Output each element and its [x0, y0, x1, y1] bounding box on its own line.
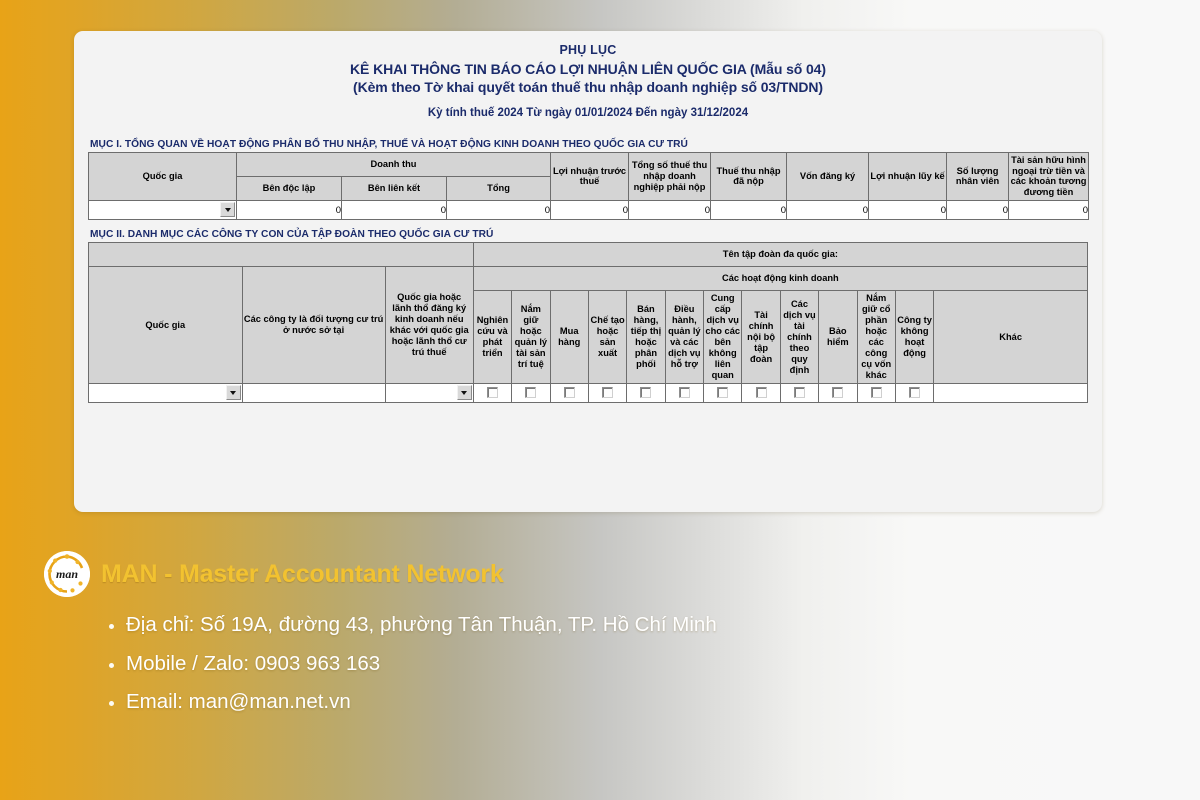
- form-title-line-2: (Kèm theo Tờ khai quyết toán thuế thu nhập doanh nghiệp số 03/TNDN): [353, 78, 823, 95]
- checkbox-cell-activity-8[interactable]: [780, 384, 818, 403]
- chevron-down-icon[interactable]: [457, 385, 472, 400]
- checkbox-activity-5[interactable]: [679, 387, 690, 398]
- th-activity-7: Tài chính nội bộ tập đoàn: [742, 291, 780, 384]
- th-tangible-assets: Tài sản hữu hình ngoại trừ tiền và các khoản tương đương tiền: [1009, 152, 1089, 201]
- appendix-label: PHỤ LỤC: [559, 43, 617, 57]
- checkbox-activity-8[interactable]: [794, 387, 805, 398]
- contact-list: [106, 615, 944, 713]
- checkbox-activity-6[interactable]: [717, 387, 728, 398]
- th-activity-2: Mua hàng: [550, 291, 588, 384]
- cell-income-tax-paid[interactable]: 0: [711, 201, 787, 220]
- th-revenue-independent: Bên độc lập: [237, 176, 342, 200]
- tax-period-text: Kỳ tính thuế 2024 Từ ngày 01/01/2024 Đến ngày 31/12/2024: [427, 106, 749, 119]
- checkbox-activity-4[interactable]: [640, 387, 651, 398]
- brand-header: [44, 551, 944, 597]
- cell-tangible-assets[interactable]: 0: [1009, 201, 1089, 220]
- th-activity-8: Các dịch vụ tài chính theo quy định: [780, 291, 818, 384]
- th-employee-count: Số lượng nhân viên: [947, 152, 1009, 201]
- company-name: MAN - Master Accountant Network: [101, 559, 504, 588]
- cell-revenue-independent[interactable]: 0: [237, 201, 342, 220]
- th-country: Quốc gia: [89, 152, 237, 201]
- checkbox-cell-activity-5[interactable]: [665, 384, 703, 403]
- chevron-down-icon[interactable]: [226, 385, 241, 400]
- logo-wordmark: man: [55, 567, 79, 581]
- section-2-wrapper: [74, 229, 1102, 403]
- checkbox-cell-activity-0[interactable]: [473, 384, 511, 403]
- input-resident-companies[interactable]: [242, 384, 385, 403]
- checkbox-cell-activity-6[interactable]: [704, 384, 742, 403]
- section-2-groupname-row: [89, 243, 1088, 267]
- checkbox-activity-0[interactable]: [487, 387, 498, 398]
- checkbox-activity-11[interactable]: [909, 387, 920, 398]
- th-s2-other: Khác: [934, 291, 1088, 384]
- cell-revenue-total[interactable]: 0: [447, 201, 551, 220]
- checkbox-activity-3[interactable]: [602, 387, 613, 398]
- checkbox-activity-7[interactable]: [756, 387, 767, 398]
- contact-email: Email: man@man.net.vn: [106, 692, 944, 713]
- checkbox-cell-activity-7[interactable]: [742, 384, 780, 403]
- chevron-down-icon[interactable]: [220, 202, 235, 217]
- branding-footer: [44, 551, 944, 731]
- th-s2-country: Quốc gia: [89, 267, 243, 384]
- checkbox-activity-9[interactable]: [832, 387, 843, 398]
- checkbox-cell-activity-11[interactable]: [895, 384, 933, 403]
- man-logo-icon: [44, 551, 90, 597]
- section-1-header-row-1: [89, 152, 1089, 176]
- form-title-line-1: KÊ KHAI THÔNG TIN BÁO CÁO LỢI NHUẬN LIÊN QUỐC GIA (Mẫu số 04): [350, 61, 826, 77]
- th-revenue-total: Tổng: [447, 176, 551, 200]
- checkbox-activity-1[interactable]: [525, 387, 536, 398]
- th-activity-11: Công ty không hoạt động: [895, 291, 933, 384]
- th-activity-4: Bán hàng, tiếp thị hoặc phân phối: [627, 291, 665, 384]
- th-registered-capital: Vốn đăng ký: [787, 152, 869, 201]
- input-other-activity[interactable]: [934, 384, 1088, 403]
- th-activity-0: Nghiên cứu và phát triển: [473, 291, 511, 384]
- section-2-data-row: [89, 384, 1088, 403]
- checkbox-activity-10[interactable]: [871, 387, 882, 398]
- checkbox-cell-activity-3[interactable]: [588, 384, 626, 403]
- country-select-section2[interactable]: [89, 384, 243, 403]
- cell-registered-capital[interactable]: 0: [787, 201, 869, 220]
- th-activity-10: Nắm giữ cổ phần hoặc các công cụ vốn khác: [857, 291, 895, 384]
- section-1-data-row: [89, 201, 1089, 220]
- th-activity-9: Bảo hiểm: [819, 291, 857, 384]
- checkbox-activity-2[interactable]: [564, 387, 575, 398]
- other-jurisdiction-select[interactable]: [385, 384, 473, 403]
- section-2-label: MỤC II. DANH MỤC CÁC CÔNG TY CON CỦA TẬP ĐOÀN THEO QUỐC GIA CƯ TRÚ: [90, 229, 494, 241]
- checkbox-cell-activity-10[interactable]: [857, 384, 895, 403]
- cell-accumulated-profit[interactable]: 0: [869, 201, 947, 220]
- checkbox-cell-activity-9[interactable]: [819, 384, 857, 403]
- th-activity-3: Chế tạo hoặc sản xuất: [588, 291, 626, 384]
- th-s2-other-jurisdiction: Quốc gia hoặc lãnh thổ đăng ký kinh doanh nếu khác với quốc gia hoặc lãnh thổ cư trú thuế: [385, 267, 473, 384]
- th-revenue-group: Doanh thu: [237, 152, 551, 176]
- checkbox-cell-activity-1[interactable]: [512, 384, 550, 403]
- groupname-spacer: [89, 243, 474, 267]
- th-accumulated-profit: Lợi nhuận lũy kế: [869, 152, 947, 201]
- tax-form-panel: [74, 31, 1102, 512]
- section-2-header-row-1: [89, 267, 1088, 291]
- country-select-section1[interactable]: [89, 201, 237, 220]
- section-1-table: [88, 152, 1089, 221]
- th-total-cit-payable: Tổng số thuế thu nhập doanh nghiệp phải nộp: [629, 152, 711, 201]
- section-2-table: [88, 242, 1088, 403]
- cell-employee-count[interactable]: 0: [947, 201, 1009, 220]
- checkbox-cell-activity-2[interactable]: [550, 384, 588, 403]
- cell-total-cit-payable[interactable]: 0: [629, 201, 711, 220]
- th-activity-6: Cung cấp dịch vụ cho các bên không liên quan: [704, 291, 742, 384]
- th-income-tax-paid: Thuế thu nhập đã nộp: [711, 152, 787, 201]
- section-1-label: MỤC I. TỔNG QUAN VỀ HOẠT ĐỘNG PHÂN BỔ THU NHẬP, THUẾ VÀ HOẠT ĐỘNG KINH DOANH THEO QUỐC GIA CƯ TRÚ: [90, 138, 688, 150]
- section-1-wrapper: [74, 139, 1102, 221]
- contact-address: Địa chỉ: Số 19A, đường 43, phường Tân Thuận, TP. Hồ Chí Minh: [106, 615, 944, 636]
- checkbox-cell-activity-4[interactable]: [627, 384, 665, 403]
- th-revenue-related: Bên liên kết: [342, 176, 447, 200]
- cell-profit-before-tax[interactable]: 0: [551, 201, 629, 220]
- th-profit-before-tax: Lợi nhuận trước thuế: [551, 152, 629, 201]
- th-activity-1: Nắm giữ hoặc quản lý tài sản trí tuệ: [512, 291, 550, 384]
- th-s2-activities-group: Các hoạt động kinh doanh: [473, 267, 1087, 291]
- multinational-group-name-label[interactable]: Tên tập đoàn đa quốc gia:: [473, 243, 1087, 267]
- th-s2-resident-companies: Các công ty là đối tượng cư trú ở nước sở tại: [242, 267, 385, 384]
- document-title-block: [74, 42, 1102, 121]
- contact-mobile-zalo: Mobile / Zalo: 0903 963 163: [106, 654, 944, 675]
- cell-revenue-related[interactable]: 0: [342, 201, 447, 220]
- th-activity-5: Điều hành, quản lý và các dịch vụ hỗ trợ: [665, 291, 703, 384]
